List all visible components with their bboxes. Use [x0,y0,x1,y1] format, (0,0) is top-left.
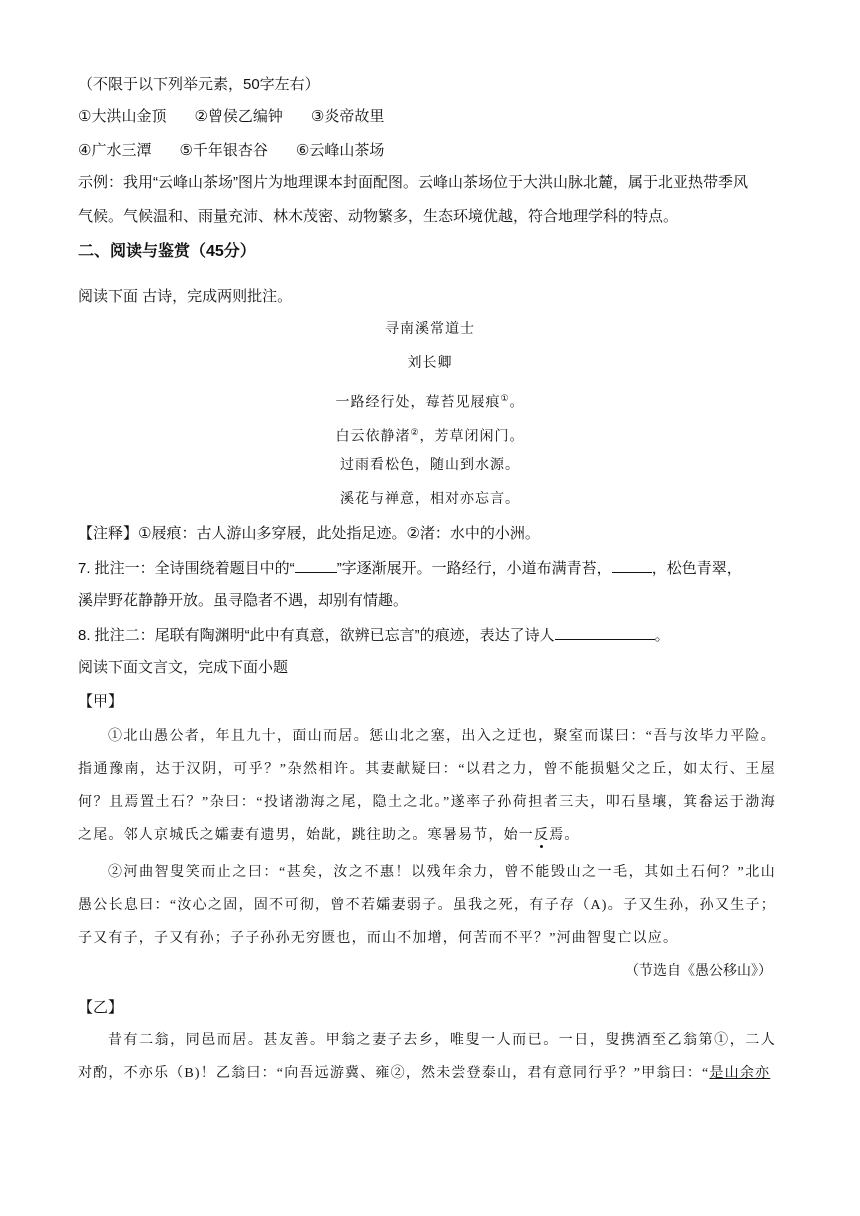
option-item: ⑤千年银杏谷 [179,142,268,159]
option-item: ⑥云峰山茶场 [295,142,385,159]
poem-prompt: 阅读下面 古诗，完成两则批注。 [78,288,293,305]
poem-line-text: 一路经行处，莓苔见屐痕 [335,395,501,411]
answer-blank[interactable] [295,558,337,573]
emphasis-char: 反 [534,828,550,843]
options-row-2 [78,141,384,161]
poem-line-punct: 。 [509,395,525,411]
passage-text: ①北山愚公者，年且九十，面山而居。惩山北之塞，出入之迂也，聚室而谋曰：“吾与汝毕力平险。指通豫南，达于汉阴，可乎？”杂然相许。其妻献疑曰：“以君之力，曾不能损魁父之丘，如太行、王屋何？且焉置土石？”杂曰：“投诸渤海之尾，隐土之北。”遂率子孙荷担者三夫，叩石垦壤，箕畚运于渤海之尾。邻人京城氏之孀妻有遗男，始龀，跳往助之。寒暑易节，始一 [78,729,776,843]
poem-line-text: 白云依静渚 [335,429,411,445]
option-item: ③炎帝故里 [310,108,385,125]
passage-jia-paragraph-1 [78,720,776,852]
question-8 [78,625,670,646]
question-text: 8. 批注二：尾联有陶渊明“此中有真意，欲辨已忘言”的痕迹，表达了诗人 [78,627,555,644]
option-item: ④广水三潭 [78,142,152,159]
passage-yi-paragraph-1 [78,1024,776,1090]
passage-yi-label: 【乙】 [78,999,124,1016]
passage-jia-paragraph-2: ②河曲智叟笑而止之曰：“甚矣，汝之不惠！以残年余力，曾不能毁山之一毛，其如土石何？”北山愚公长息曰：“汝心之固，固不可彻，曾不若孀妻弱子。虽我之死，有子存（A)。子又生孙，孙又生子；子又有子，子又有孙；子子孙孙无穷匮也，而山不加增，何苦而不平？”河曲智叟亡以应。 [78,865,776,946]
poem-annotation: 【注释】①屐痕：古人游山多穿屐，此处指足迹。②渚：水中的小洲。 [78,525,540,542]
example-line-1: 示例：我用“云峰山茶场”图片为地理课本封面配图。云峰山茶场位于大洪山脉北麓，属于北亚热带季风 [78,174,748,191]
passage-jia-source: （节选自《愚公移山》） [625,964,772,979]
option-item: ①大洪山金顶 [78,108,167,125]
poem-line-1 [0,388,860,414]
options-row-1 [78,107,384,127]
example-line-2: 气候。气候温和、雨量充沛、林木茂密、动物繁多，生态环境优越，符合地理学科的特点。 [78,208,679,225]
footnote-mark: ① [500,393,510,403]
answer-blank[interactable] [612,558,652,573]
poem-line-text: ，芳草闭闲门。 [419,429,525,445]
option-item: ②曾侯乙编钟 [194,108,283,125]
classical-prompt: 阅读下面文言文，完成下面小题 [78,659,289,676]
underlined-text: 是山余亦 [709,1066,771,1081]
question-7-line-1 [78,558,742,579]
intro-note: （不限于以下列举元素，50字左右） [78,76,320,93]
poem-line-2 [0,422,860,448]
passage-text: 昔有二翁，同邑而居。甚友善。甲翁之妻子去乡，唯叟一人而已。一日，叟携酒至乙翁第①，二人对酌，不亦乐（B)！乙翁曰：“向吾远游冀、雍②，然未尝登泰山，君有意同行乎？”甲翁曰：“ [78,1033,776,1081]
answer-blank[interactable] [555,625,655,640]
section-title: 二、阅读与鉴赏（45分） [78,243,256,260]
question-text: ，松色青翠， [651,560,742,577]
question-text: 。 [654,627,670,644]
question-text: ”字逐渐展开。一路经行，小道布满青苔， [336,560,612,577]
passage-jia-label: 【甲】 [78,693,124,710]
poem-line-4: 溪花与禅意，相对亦忘言。 [340,492,520,507]
poem-line-3: 过雨看松色，随山到水源。 [340,458,520,473]
poem-title: 寻南溪常道士 [385,322,475,337]
poem-author: 刘长卿 [407,356,453,371]
footnote-mark: ② [410,427,420,437]
question-7-line-2: 溪岸野花静静开放。虽寻隐者不遇，却别有情趣。 [78,592,409,609]
passage-text: 焉。 [549,828,580,843]
question-text: 7. 批注一：全诗围绕着题目中的“ [78,560,295,577]
